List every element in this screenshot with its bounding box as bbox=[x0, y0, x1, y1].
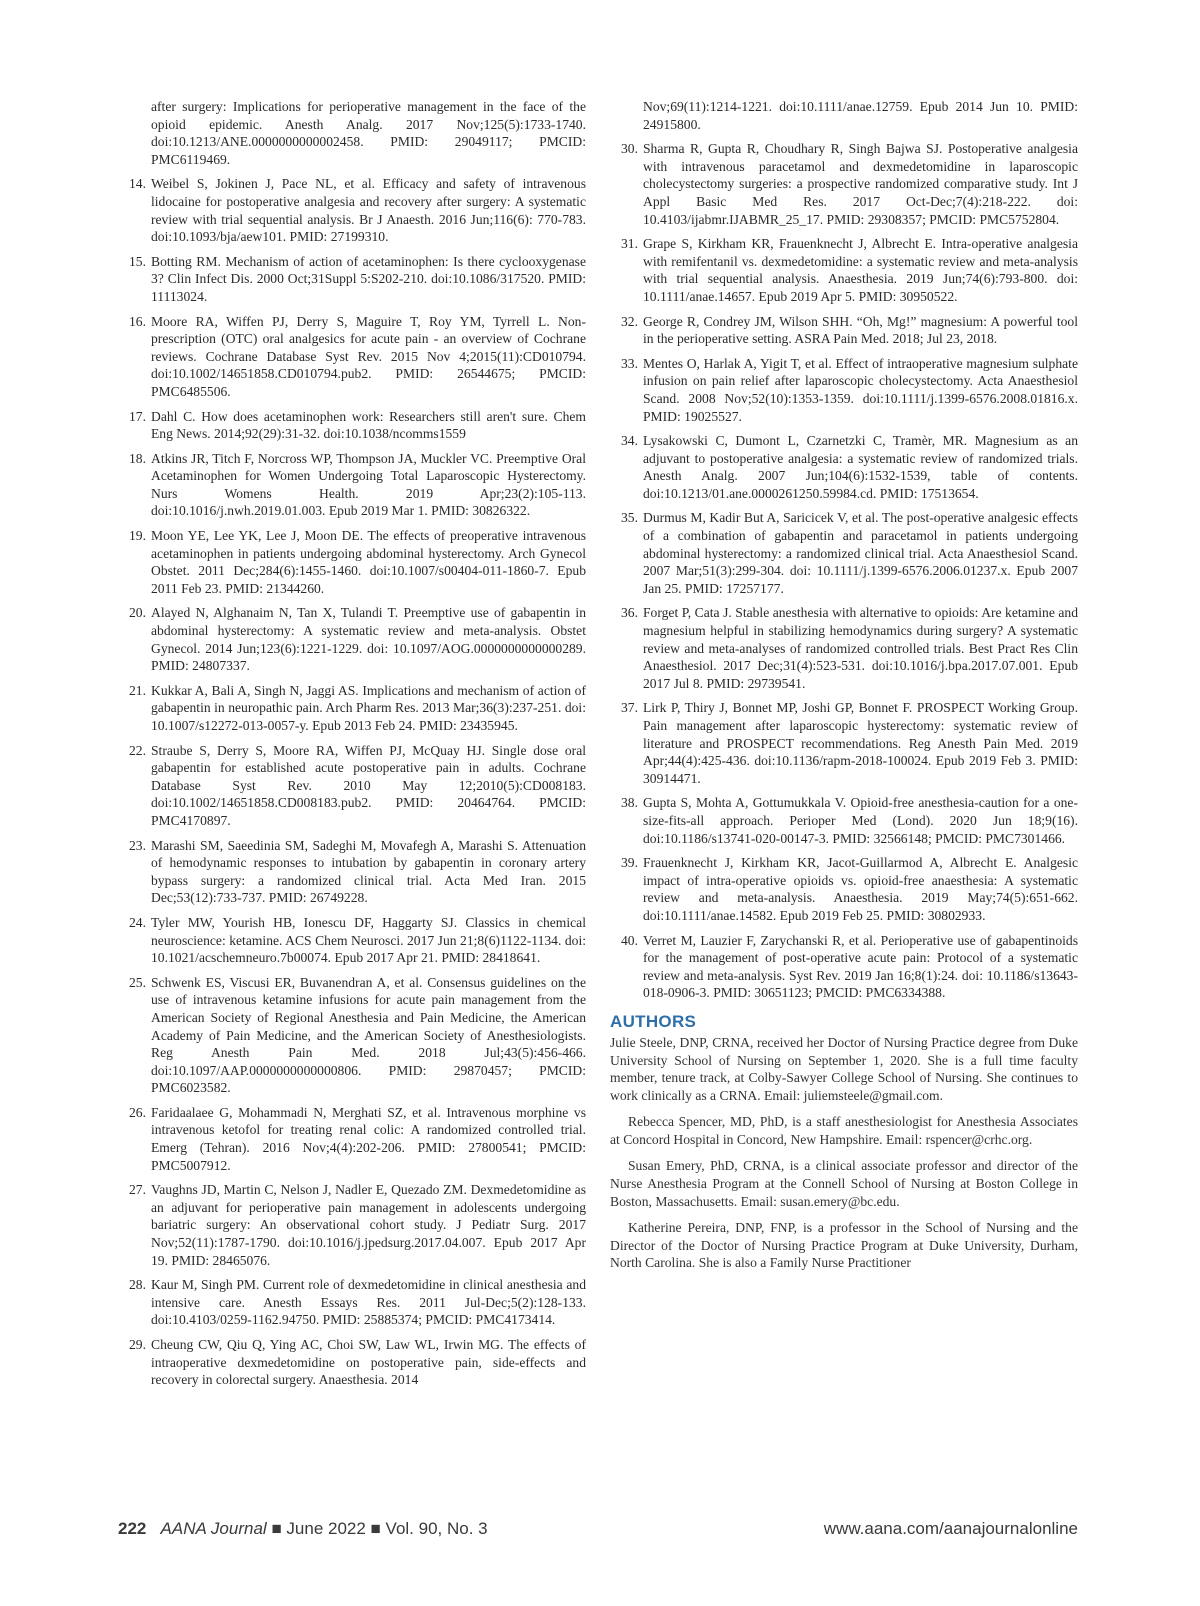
authors-heading: AUTHORS bbox=[610, 1011, 697, 1031]
reference-number: 35. bbox=[621, 510, 638, 526]
issue-info: ■ June 2022 ■ Vol. 90, No. 3 bbox=[271, 1519, 488, 1538]
reference-text: Forget P, Cata J. Stable anesthesia with alternative to opioids: Are ketamine and magnesium helpful in stabilizing hemodynamics during surgery? A systematic review and meta-analyses of randomized controlled trials. Best Pract Res Clin Anaesthesiol. 2017 Dec;31(4):523-531. doi:10.1016/j.bpa.2017.07.001. Epub 2017 Jul 8. PMID: 29739541. bbox=[643, 605, 1078, 691]
reference-text: Grape S, Kirkham KR, Frauenknecht J, Albrecht E. Intra-operative analgesia with remifentanil vs. dexmedetomidine: a systematic review and meta-analysis with trial sequential analysis. Anaesthesia. 2019 Jun;74(6):793-800. doi: 10.1111/anae.14657. Epub 2019 Apr 5. PMID: 30950522. bbox=[643, 236, 1078, 304]
reference-number: 32. bbox=[621, 313, 638, 329]
reference-text: Moore RA, Wiffen PJ, Derry S, Maguire T, Roy YM, Tyrrell L. Non-prescription (OTC) oral analgesics for acute pain - an overview of Cochrane reviews. Cochrane Database Syst Rev. 2015 Nov 4;2015(11):CD010794. doi:10.1002/14651858.CD010794.pub2. PMID: 26544675; PMCID: PMC6485506. bbox=[151, 313, 586, 399]
reference-number: 34. bbox=[621, 433, 638, 449]
reference-number: 30. bbox=[621, 141, 638, 157]
reference-text: Sharma R, Gupta R, Choudhary R, Singh Bajwa SJ. Postoperative analgesia with intravenous paracetamol and dexmedetomidine in laparoscopic cholecystectomy surgeries: a prospective randomized comparative study. Int J Appl Basic Med Res. 2017 Oct-Dec;7(4):218-222. doi: 10.4103/ijabmr.IJABMR_25_17. PMID: 29308357; PMCID: PMC5752804. bbox=[643, 141, 1078, 227]
reference-number: 24. bbox=[129, 914, 146, 930]
reference-number: 26. bbox=[129, 1104, 146, 1120]
reference-item bbox=[118, 742, 586, 830]
page-number: 222 bbox=[118, 1519, 147, 1538]
reference-text: Marashi SM, Saeedinia SM, Sadeghi M, Movafegh A, Marashi S. Attenuation of hemodynamic responses to intubation by gabapentin in coronary artery bypass surgery: a randomized clinical trial. Acta Med Iran. 2015 Dec;53(12):733-737. PMID: 26749228. bbox=[151, 837, 586, 906]
reference-text: Botting RM. Mechanism of action of acetaminophen: Is there cyclooxygenase 3? Clin Infect Dis. 2000 Oct;31Suppl 5:S202-210. doi:10.1086/317520. PMID: 11113024. bbox=[151, 253, 586, 304]
reference-text: Faridaalaee G, Mohammadi N, Merghati SZ, et al. Intravenous morphine vs intravenous ketofol for treating renal colic: A randomized controlled trial. Emerg (Tehran). 2016 Nov;4(4):202-206. PMID: 27800541; PMCID: PMC5007912. bbox=[151, 1104, 586, 1173]
reference-item bbox=[610, 854, 1078, 924]
journal-name: AANA Journal bbox=[160, 1519, 267, 1538]
author-bio: Rebecca Spencer, MD, PhD, is a staff anesthesiologist for Anesthesia Associates at Concord Hospital in Concord, New Hampshire. Email: rspencer@crhc.org. bbox=[610, 1114, 1078, 1147]
reference-number: 27. bbox=[129, 1182, 146, 1198]
reference-number: 17. bbox=[129, 408, 146, 424]
reference-text: Weibel S, Jokinen J, Pace NL, et al. Efficacy and safety of intravenous lidocaine for postoperative analgesia and recovery after surgery: A systematic review with trial sequential analysis. Br J Anaesth. 2016 Jun;116(6): 770-783. doi:10.1093/bja/aew101. PMID: 27199310. bbox=[151, 176, 586, 245]
reference-item bbox=[118, 175, 586, 245]
reference-item bbox=[610, 235, 1078, 305]
reference-item bbox=[610, 509, 1078, 597]
reference-text: Gupta S, Mohta A, Gottumukkala V. Opioid-free anesthesia-caution for a one-size-fits-all approach. Perioper Med (Lond). 2020 Jun 18;9(16). doi:10.1186/s13741-020-00147-3. PMID: 32566148; PMCID: PMC7301466. bbox=[643, 795, 1078, 846]
reference-number: 16. bbox=[129, 313, 146, 329]
reference-number: 28. bbox=[129, 1277, 146, 1293]
reference-text: Mentes O, Harlak A, Yigit T, et al. Effect of intraoperative magnesium sulphate infusion on pain relief after laparoscopic cholecystectomy. Acta Anaesthesiol Scand. 2008 Nov;52(10):1353-1359. doi:10.1111/j.1399-6576.2008.01816.x. PMID: 19025527. bbox=[643, 355, 1078, 424]
reference-item bbox=[118, 682, 586, 735]
reference-text: Frauenknecht J, Kirkham KR, Jacot-Guillarmod A, Albrecht E. Analgesic impact of intra-operative opioids vs. opioid-free anaesthesia: A systematic review and meta-analysis. Anaesthesia. 2019 May;74(5):651-662. doi:10.1111/anae.14582. Epub 2019 Feb 25. PMID: 30802933. bbox=[643, 855, 1078, 923]
right-column bbox=[610, 98, 1078, 1281]
reference-number: 36. bbox=[621, 605, 638, 621]
reference-number: 22. bbox=[129, 742, 146, 758]
reference-item bbox=[118, 1104, 586, 1174]
author-bio: Julie Steele, DNP, CRNA, received her Doctor of Nursing Practice degree from Duke University School of Nursing on September 1, 2020. She is a full time faculty member, tenure track, at Colby-Sawyer College School of Nursing. She continues to work clinically as a CRNA. Email: juliemsteele@gmail.com. bbox=[610, 1034, 1078, 1103]
reference-text: Durmus M, Kadir But A, Saricicek V, et al. The post-operative analgesic effects of a combination of gabapentin and paracetamol in patients undergoing abdominal hysterectomy: a randomized clinical trial. Acta Anaesthesiol Scand. 2007 Mar;51(3):299-304. doi: 10.1111/j.1399-6576.2006.01237.x. Epub 2007 Jan 25. PMID: 17257177. bbox=[643, 510, 1078, 596]
reference-item bbox=[118, 837, 586, 907]
reference-number: 38. bbox=[621, 795, 638, 811]
reference-text: Straube S, Derry S, Moore RA, Wiffen PJ, McQuay HJ. Single dose oral gabapentin for established acute postoperative pain in adults. Cochrane Database Syst Rev. 2010 May 12;2010(5):CD008183. doi:10.1002/14651858.CD008183.pub2. PMID: 20464764. PMCID: PMC4170897. bbox=[151, 742, 586, 828]
reference-text: Kukkar A, Bali A, Singh N, Jaggi AS. Implications and mechanism of action of gabapentin in neuropathic pain. Arch Pharm Res. 2013 Mar;36(3):237-251. doi: 10.1007/s12272-013-0057-y. Epub 2013 Feb 24. PMID: 23435945. bbox=[151, 682, 586, 733]
reference-number: 31. bbox=[621, 236, 638, 252]
reference-item bbox=[118, 408, 586, 443]
reference-number: 19. bbox=[129, 528, 146, 544]
left-column bbox=[118, 98, 586, 1396]
reference-item bbox=[118, 313, 586, 401]
reference-number: 25. bbox=[129, 974, 146, 990]
reference-number: 29. bbox=[129, 1337, 146, 1352]
reference-item bbox=[610, 140, 1078, 228]
reference-list-right bbox=[610, 140, 1078, 1002]
reference-item bbox=[118, 253, 586, 306]
reference-text: Vaughns JD, Martin C, Nelson J, Nadler E, Quezado ZM. Dexmedetomidine as an adjuvant for perioperative pain management in adolescents undergoing bariatric surgery: An observational cohort study. J Pediatr Surg. 2017 Nov;52(11):1787-1790. doi:10.1016/j.jpedsurg.2017.04.007. Epub 2017 Apr 19. PMID: 28465076. bbox=[151, 1182, 586, 1268]
reference-item bbox=[610, 932, 1078, 1002]
reference-text: George R, Condrey JM, Wilson SHH. “Oh, Mg!” magnesium: A powerful tool in the perioperative setting. ASRA Pain Med. 2018; Jul 23, 2018. bbox=[643, 313, 1078, 347]
author-bio: Katherine Pereira, DNP, FNP, is a professor in the School of Nursing and the Director of the Doctor of Nursing Practice Program at Duke University, Durham, North Carolina. She is also a Family Nurse Practitioner bbox=[610, 1220, 1078, 1271]
reference-item bbox=[118, 450, 586, 520]
reference-item bbox=[118, 1336, 586, 1389]
reference-text: Tyler MW, Yourish HB, Ionescu DF, Haggarty SJ. Classics in chemical neuroscience: ketamine. ACS Chem Neurosci. 2017 Jun 21;8(6)1122-1134. doi: 10.1021/acschemneuro.7b00074. Epub 2017 Apr 21. PMID: 28418641. bbox=[151, 914, 586, 966]
reference-item bbox=[118, 974, 586, 1097]
reference-number: 39. bbox=[621, 855, 638, 871]
reference-text: Lirk P, Thiry J, Bonnet MP, Joshi GP, Bonnet F. PROSPECT Working Group. Pain management after laparoscopic hysterectomy: systematic review of literature and PROSPECT recommendations. Reg Anesth Pain Med. 2019 Apr;44(4):425-436. doi:10.1136/rapm-2018-100024. Epub 2019 Feb 3. PMID: 30914471. bbox=[643, 700, 1078, 786]
reference-number: 14. bbox=[129, 176, 146, 192]
footer-citation bbox=[118, 1519, 488, 1539]
reference-text: Cheung CW, Qiu Q, Ying AC, Choi SW, Law WL, Irwin MG. The effects of intraoperative dexmedetomidine on postoperative pain, side-effects and recovery in colorectal surgery. Anaesthesia. 2014 bbox=[151, 1337, 586, 1388]
reference-list-left bbox=[118, 175, 586, 1388]
reference-item bbox=[610, 604, 1078, 692]
reference-item bbox=[610, 355, 1078, 425]
reference-continuation: Nov;69(11):1214-1221. doi:10.1111/anae.12759. Epub 2014 Jun 10. PMID: 24915800. bbox=[643, 99, 1078, 132]
author-bio: Susan Emery, PhD, CRNA, is a clinical associate professor and director of the Nurse Anesthesia Program at the Connell School of Nursing at Boston College in Boston, Massachusetts. Email: susan.emery@bc.edu. bbox=[610, 1158, 1078, 1209]
reference-number: 37. bbox=[621, 700, 638, 716]
reference-item bbox=[118, 1181, 586, 1269]
reference-item bbox=[118, 527, 586, 597]
reference-text: Moon YE, Lee YK, Lee J, Moon DE. The effects of preoperative intravenous acetaminophen in patients undergoing abdominal hysterectomy. Arch Gynecol Obstet. 2011 Dec;284(6):1455-1460. doi:10.1007/s00404-011-1860-7. Epub 2011 Feb 23. PMID: 21344260. bbox=[151, 528, 586, 596]
reference-number: 15. bbox=[129, 253, 146, 269]
reference-number: 33. bbox=[621, 355, 638, 371]
reference-item bbox=[118, 604, 586, 674]
reference-item bbox=[118, 914, 586, 967]
reference-item bbox=[118, 1276, 586, 1329]
reference-number: 40. bbox=[621, 932, 638, 948]
reference-continuation: after surgery: Implications for perioperative management in the face of the opioid epidemic. Anesth Analg. 2017 Nov;125(5):1733-1740. doi:10.1213/ANE.0000000000002458. PMID: 29049117; PMCID: PMC6119469. bbox=[151, 99, 586, 167]
reference-text: Kaur M, Singh PM. Current role of dexmedetomidine in clinical anesthesia and intensive care. Anesth Essays Res. 2011 Jul-Dec;5(2):128-133. doi:10.4103/0259-1162.94750. PMID: 25885374; PMCID: PMC4173414. bbox=[151, 1277, 586, 1328]
page-footer bbox=[118, 1519, 1078, 1543]
reference-item bbox=[610, 699, 1078, 787]
journal-url: www.aana.com/aanajournalonline bbox=[823, 1519, 1078, 1538]
reference-item bbox=[610, 794, 1078, 847]
reference-text: Alayed N, Alghanaim N, Tan X, Tulandi T. Preemptive use of gabapentin in abdominal hysterectomy: A systematic review and meta-analysis. Obstet Gynecol. 2014 Jun;123(6):1221-1229. doi: 10.1097/AOG.0000000000000289. PMID: 24807337. bbox=[151, 605, 586, 674]
reference-number: 20. bbox=[129, 605, 146, 621]
reference-number: 21. bbox=[129, 682, 146, 698]
reference-text: Dahl C. How does acetaminophen work: Researchers still aren't sure. Chem Eng News. 2014;92(29):31-32. doi:10.1038/ncomms1559 bbox=[151, 408, 586, 442]
reference-number: 23. bbox=[129, 837, 146, 853]
reference-text: Lysakowski C, Dumont L, Czarnetzki C, Tramèr, MR. Magnesium as an adjuvant to postoperative analgesia: a systematic review of randomized trials. Anesth Analg. 2007 Jun;104(6):1532-1539, table of contents. doi:10.1213/01.ane.0000261250.59984.cd. PMID: 17513654. bbox=[643, 433, 1078, 501]
reference-item bbox=[610, 313, 1078, 348]
reference-item bbox=[610, 432, 1078, 502]
reference-text: Verret M, Lauzier F, Zarychanski R, et al. Perioperative use of gabapentinoids for the management of post-operative acute pain: Protocol of a systematic review and meta-analysis. Syst Rev. 2019 Jan 16;8(1):24. doi: 10.1186/s13643-018-0906-3. PMID: 30651123; PMCID: PMC6334388. bbox=[643, 932, 1078, 1001]
reference-number: 18. bbox=[129, 450, 146, 466]
reference-text: Schwenk ES, Viscusi ER, Buvanendran A, et al. Consensus guidelines on the use of intravenous ketamine infusions for acute pain management from the American Society of Regional Anesthesia and Pain Medicine, the American Academy of Pain Medicine, and the American Society of Anesthesiologists. Reg Anesth Pain Med. 2018 Jul;43(5):456-466. doi:10.1097/AAP.0000000000000806. PMID: 29870457; PMCID: PMC6023582. bbox=[151, 974, 586, 1096]
reference-text: Atkins JR, Titch F, Norcross WP, Thompson JA, Muckler VC. Preemptive Oral Acetaminophen for Women Undergoing Total Laparoscopic Hysterectomy. Nurs Womens Health. 2019 Apr;23(2):105-113. doi:10.1016/j.nwh.2019.01.003. Epub 2019 Mar 1. PMID: 30826322. bbox=[151, 450, 586, 519]
